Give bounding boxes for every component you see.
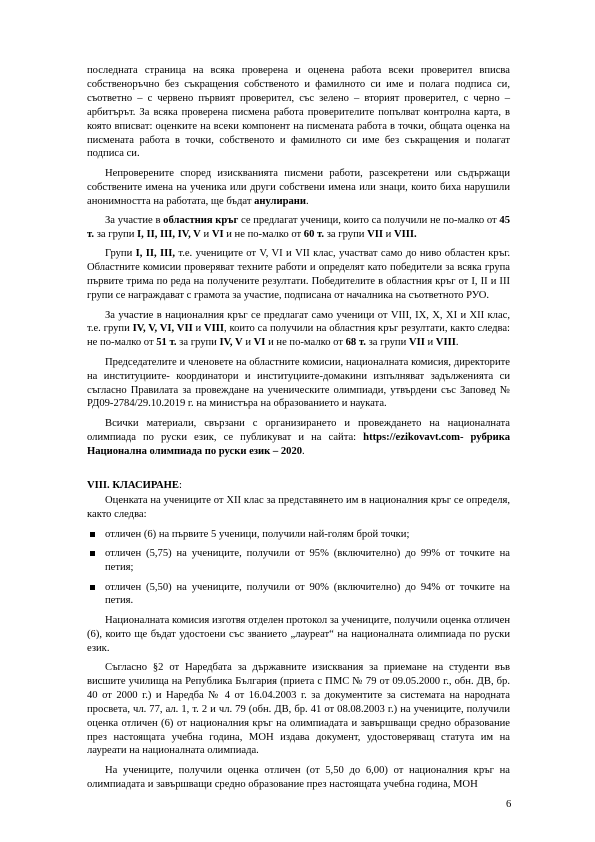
paragraph-regulation-reference: Съгласно §2 от Наредбата за държавните изисквания за приемане на студенти във висшите училища на Република България (приета с ПМС № 79 от 09.05.2000 г., обн. ДВ, бр. 40 от 2000 г.) и Наредба № 4 от 16.04.2003 г. за документите за системата на народната просвета, чл. 77, ал. 1, т. 2 и чл. 79 (обн. ДВ, бр. 41 от 08.08.2003 г.) на учениците, получили оценка отличен (6) от националния кръг на олимпиадата и завършващи средно образование през настоящата учебна година, МОН издава документ, удостоверяващ статута им на лауреати на националната олимпиада. — [87, 662, 510, 757]
paragraph-grade-determination: Оценката на учениците от XII клас за представянето им в националния кръг се определя, както следва: — [87, 495, 510, 521]
paragraph-excellent-students: На учениците, получили оценка отличен (от 5,50 до 6,00) от националния кръг на олимпиадата и завършващи средно образование през настоящата учебна година, МОН — [87, 764, 510, 790]
paragraph-national-round: За участие в националния кръг се предлагат само ученици от VIII, IX, X, XI и XII клас, т.е. групи IV, V, VI, VII и VIII, които са получили на областния кръг резултати, както следва: не по-малко от 51 т. за групи IV, V и VI и не по-малко от 68 т. за групи VII и VIII. — [87, 309, 511, 349]
paragraph-annulled-works: Непроверените според изискванията писмени работи, разсекретени или съдържащи собствените имена на ученика или други собствени имена или знаци, които биха нарушили анонимността на работата, ще бъдат анулирани. — [87, 167, 510, 207]
paragraph-laureate-protocol: Националната комисия изготвя отделен протокол за учениците, получили оценка отличен (6), които ще бъдат удостоени със званието „лауреат“ на националната олимпиада по руски език. — [87, 614, 510, 654]
bullet-item: отличен (5,75) на учениците, получили от 95% (включително) до 99% от точките на петия; — [87, 547, 510, 575]
paragraph-regional-round: За участие в областния кръг се предлагат ученици, които са получили не по-малко от 45 т. за групи I, II, III, IV, V и VI и не по-малко от 60 т. за групи VII и VIII. — [87, 215, 510, 240]
page-body — [87, 64, 510, 797]
bullet-item: отличен (5,50) на учениците, получили от 90% (включително) до 94% от точките на петия. — [87, 581, 510, 609]
paragraph-commission-duties: Председателите и членовете на областните комисии, националната комисия, директорите на институциите- координатори и институциите-домакини изпълняват задълженията си съгласно Правилата за провеждане на ученическите олимпиади, утвърдени със Заповед № РД09-2784/29.10.2019 г. на министъра на образованието и науката. — [87, 356, 510, 410]
bullet-item: отличен (6) на първите 5 ученици, получили най-голям брой точки; — [87, 528, 510, 542]
paragraph-checker-signatures: последната страница на всяка проверена и оценена работа всеки проверител вписва собственоръчно без съкращения собственото и фамилното си име и полага подписа си, съответно – с червено първият проверител, със зелено – вторият проверител, с черно – арбитърът. За всяка проверена писмена работа проверителите попълват контролна карта, в която вписват: оценките на всеки компонент на писмената работа в точки, общата оценка на писмената работа в точки, собственото и фамилното си име без съкращения и полагат подписа си. — [87, 65, 510, 160]
paragraph-materials-website: Всички материали, свързани с организирането и провеждането на националната олимпиада по руски език, се публикуват и на сайта: https://ezikovavt.com- рубрика Национална олимпиада по руски език – 2020. — [87, 417, 510, 457]
section-heading-ranking: VIII. КЛАСИРАНЕ: — [87, 479, 182, 491]
page-number: 6 — [506, 799, 512, 810]
paragraph-groups-one-three: Групи I, II, III, т.е. учениците от V, VI и VII клас, участват само до ниво областен кръг. Областните комисии проверяват техните работи и определят като победители за всяка група първите трима по реда на получените резултати. Победителите в областния кръг от I, II и III групи се награждават с грамота за участие, подписана от началника на съответното РУО. — [87, 248, 510, 302]
website-link[interactable]: https://ezikovavt.com- рубрика Национална олимпиада по руски език – 2020 — [87, 431, 510, 457]
